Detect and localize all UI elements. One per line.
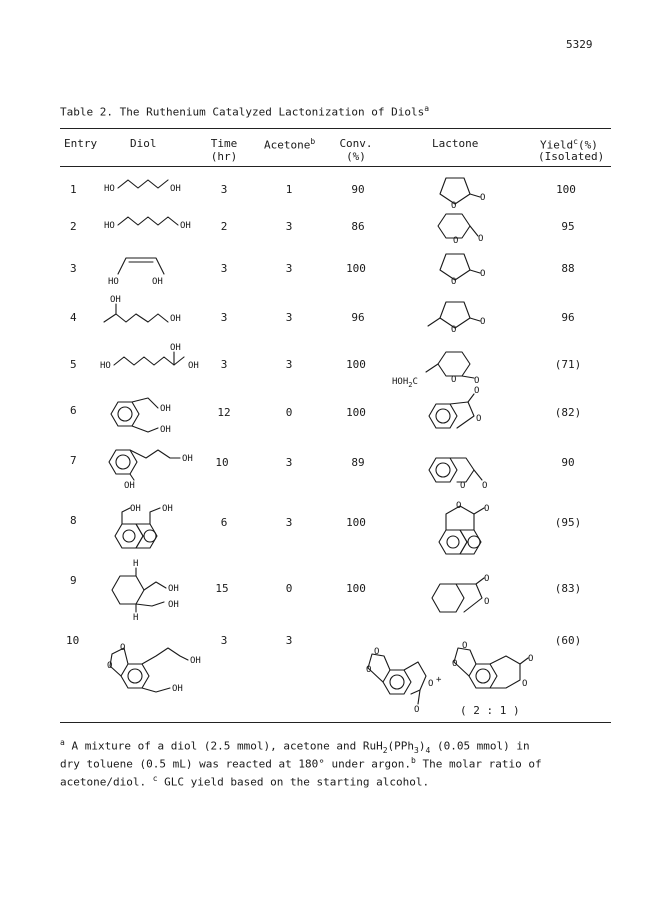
row5-time: 3 [220, 358, 228, 371]
footnote-c-mark: c [152, 774, 158, 783]
row7-time: 10 [215, 456, 229, 469]
label-o: O [366, 665, 372, 675]
row1-lactone-structure [440, 178, 485, 211]
footnote-line1-subscript-3: 3 [414, 745, 419, 755]
row6-yield: (82) [554, 406, 582, 419]
row3-entry: 3 [70, 262, 77, 275]
page-number: 5329 [566, 38, 593, 51]
hoh2c-subscript: 2 [408, 381, 413, 389]
label-o: O [453, 236, 459, 246]
header-yield-label: Yield [540, 138, 574, 152]
label-oh: OH [168, 600, 179, 610]
header-yield-footnote-mark: c [573, 137, 578, 146]
row3-time: 3 [220, 262, 228, 275]
row4-conv: 96 [351, 311, 365, 324]
label-o: O [460, 481, 466, 491]
row8-time: 6 [220, 516, 228, 529]
row3-lactone-structure [440, 254, 485, 287]
label-oh: OH [168, 584, 179, 594]
footnote-line1-part-b: (PPh [387, 739, 415, 753]
label-oh: OH [182, 454, 193, 464]
row6-entry: 6 [70, 404, 77, 417]
row10-lactone-a-structure [366, 647, 433, 715]
label-ho: HO [100, 361, 111, 371]
label-oh: OH [162, 504, 173, 514]
footnote-b-mark: b [411, 756, 416, 765]
header-entry: Entry [64, 137, 98, 150]
row4-yield: 96 [561, 311, 575, 324]
footnote-line-1 [60, 738, 530, 755]
row2-diol-structure [104, 217, 191, 231]
label-o: O [480, 317, 486, 327]
row7-lactone-structure [429, 458, 487, 491]
footnote-line1-part-c: ) [418, 739, 426, 753]
label-o: O [428, 679, 434, 689]
label-o: O [478, 234, 484, 244]
row4-time: 3 [220, 311, 228, 324]
row1-diol-structure [104, 180, 181, 194]
label-o: O [528, 654, 534, 664]
label-o: O [474, 376, 480, 386]
label-o: O [414, 705, 420, 715]
hoh2c-text: HOH [392, 377, 409, 387]
label-hoh2c [392, 377, 418, 389]
row4-entry: 4 [70, 311, 77, 324]
header-conv-unit: (%) [346, 150, 366, 163]
row7-conv: 89 [351, 456, 365, 469]
label-o: O [452, 659, 458, 669]
footnote-line-2 [60, 756, 542, 771]
row3-acetone: 3 [285, 262, 293, 275]
label-o: O [484, 504, 490, 514]
row1-entry: 1 [70, 183, 77, 196]
row8-conv: 100 [346, 516, 366, 529]
label-oh: OH [124, 481, 135, 491]
isomer-ratio: ( 2 : 1 ) [460, 704, 520, 717]
caption-footnote-mark: a [424, 104, 430, 113]
row6-acetone: 0 [285, 406, 293, 419]
row1-acetone: 1 [285, 183, 293, 196]
label-o: O [480, 193, 486, 203]
label-o: O [522, 679, 528, 689]
label-h: H [133, 613, 139, 623]
label-oh: OH [188, 361, 199, 371]
footnote-line1-part-a: A mixture of a diol (2.5 mmol), acetone and RuH [64, 739, 383, 753]
label-o: O [480, 269, 486, 279]
row9-time: 15 [215, 582, 229, 595]
label-oh: OH [170, 343, 181, 353]
row4-acetone: 3 [285, 311, 293, 324]
label-ho: HO [104, 221, 115, 231]
label-o: O [451, 375, 457, 385]
header-lactone: Lactone [432, 137, 479, 150]
footnote-line2-part-b: The molar ratio of [415, 757, 542, 771]
hoh2c-carbon: C [412, 377, 418, 387]
row3-diol-structure [108, 258, 164, 287]
header-conv: Conv. [339, 137, 373, 150]
row5-diol-structure [100, 343, 199, 371]
footnote-line3-part-a: acetone/diol. [60, 775, 147, 789]
row9-entry: 9 [70, 574, 77, 587]
footnote-line1-part-d: (0.05 mmol) in [430, 739, 530, 753]
label-o: O [107, 661, 113, 671]
header-acetone-footnote-mark: b [310, 137, 316, 146]
table-bottom-rule [60, 722, 611, 723]
label-o: O [456, 501, 462, 511]
row1-yield: 100 [556, 183, 576, 196]
label-o: O [462, 641, 468, 651]
label-oh: OH [160, 425, 171, 435]
row2-time: 2 [220, 220, 228, 233]
label-o: O [474, 386, 480, 396]
row5-acetone: 3 [285, 358, 293, 371]
row8-acetone: 3 [285, 516, 293, 529]
footnote-line1-subscript-2: 2 [382, 745, 388, 755]
label-o: O [482, 481, 488, 491]
caption-text: Table 2. The Ruthenium Catalyzed Lactonization of Diols [60, 105, 425, 119]
label-h: H [133, 559, 139, 569]
header-yield-note: (Isolated) [538, 150, 605, 163]
row1-conv: 90 [351, 183, 365, 196]
footnote-a-mark: a [60, 738, 65, 747]
row6-conv: 100 [346, 406, 366, 419]
row10-lactone-b-structure [452, 641, 533, 689]
label-o: O [451, 277, 457, 287]
row10-yield: (60) [554, 634, 582, 647]
row5-conv: 100 [346, 358, 366, 371]
header-diol: Diol [130, 137, 157, 150]
row9-diol-structure [112, 559, 179, 623]
label-oh: OH [130, 504, 141, 514]
row2-conv: 86 [351, 220, 365, 233]
header-yield-unit: (%) [577, 138, 598, 152]
row6-lactone-structure [429, 386, 481, 428]
header-acetone-label: Acetone [264, 138, 311, 152]
row4-diol-structure [104, 295, 181, 324]
row10-diol-structure [107, 643, 201, 694]
label-o: O [476, 414, 482, 424]
label-oh: OH [190, 656, 201, 666]
row9-yield: (83) [554, 582, 582, 595]
label-o: O [484, 597, 490, 607]
row9-acetone: 0 [285, 582, 293, 595]
row7-diol-structure [109, 450, 193, 491]
label-oh: OH [160, 404, 171, 414]
row1-time: 3 [220, 183, 228, 196]
header-time: Time [210, 137, 238, 150]
label-oh: OH [110, 295, 121, 305]
label-oh: OH [180, 221, 191, 231]
row10-acetone: 3 [285, 634, 293, 647]
label-ho: HO [108, 277, 119, 287]
footnote-line-3 [60, 774, 429, 789]
row7-entry: 7 [70, 454, 77, 467]
row9-conv: 100 [346, 582, 366, 595]
label-o: O [484, 574, 490, 584]
row8-diol-structure [115, 504, 173, 548]
row8-entry: 8 [70, 514, 77, 527]
row6-time: 12 [217, 406, 231, 419]
plus-sign: + [436, 675, 442, 685]
row9-lactone-structure [432, 574, 489, 612]
row4-lactone-structure [428, 302, 485, 335]
row5-entry: 5 [70, 358, 77, 371]
label-oh: OH [172, 684, 183, 694]
row7-acetone: 3 [285, 456, 293, 469]
row2-lactone-structure [438, 214, 483, 246]
header-time-unit: (hr) [210, 150, 238, 163]
label-oh: OH [170, 184, 181, 194]
label-o: O [120, 643, 126, 653]
footnote-line3-part-b: GLC yield based on the starting alcohol. [157, 775, 430, 789]
row10-entry: 10 [66, 634, 80, 647]
label-o: O [451, 201, 457, 211]
row7-yield: 90 [561, 456, 575, 469]
row5-yield: (71) [554, 358, 582, 371]
row2-yield: 95 [561, 220, 575, 233]
row5-lactone-structure [392, 352, 479, 389]
row3-conv: 100 [346, 262, 366, 275]
row8-lactone-structure [439, 501, 489, 554]
row3-yield: 88 [561, 262, 575, 275]
label-o: O [374, 647, 380, 657]
label-oh: OH [152, 277, 163, 287]
row10-time: 3 [220, 634, 228, 647]
row6-diol-structure [111, 398, 171, 435]
row2-acetone: 3 [285, 220, 293, 233]
footnote-line2-part-a: dry toluene (0.5 mL) was reacted at 180° under argon. [60, 757, 411, 771]
label-ho: HO [104, 184, 115, 194]
footnote-line1-subscript-4: 4 [425, 745, 431, 755]
row2-entry: 2 [70, 220, 77, 233]
label-o: O [451, 325, 457, 335]
label-oh: OH [170, 314, 181, 324]
row8-yield: (95) [554, 516, 582, 529]
